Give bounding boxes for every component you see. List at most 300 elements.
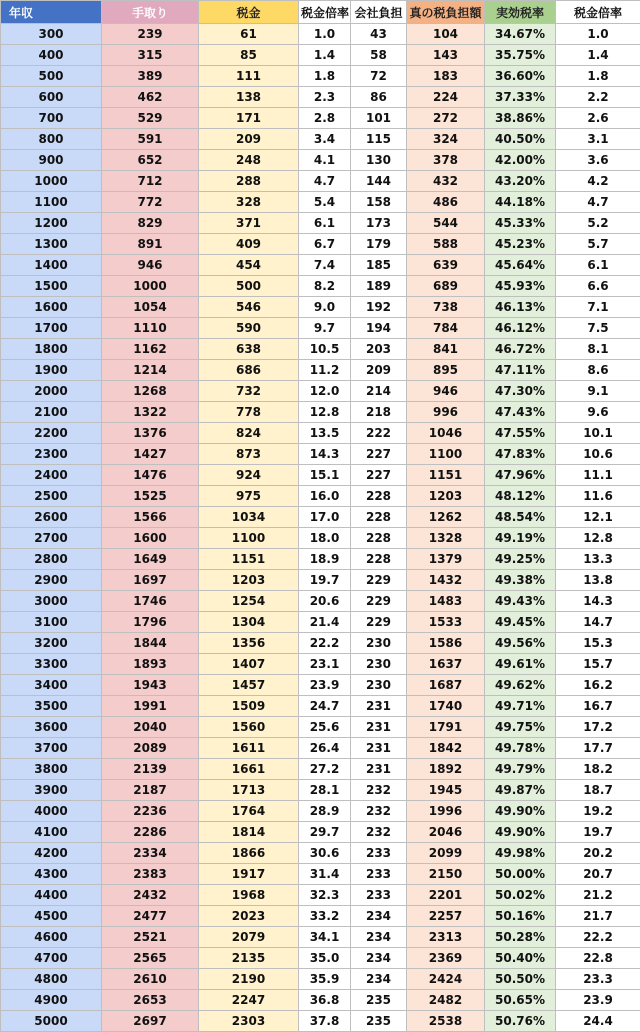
cell-tax-multiplier: 27.2: [299, 759, 351, 780]
cell-tax: 1968: [199, 885, 299, 906]
table-row: [1, 465, 640, 486]
cell-true-tax-burden: 841: [407, 339, 485, 360]
cell-company-burden: 234: [351, 948, 407, 969]
cell-tax: 924: [199, 465, 299, 486]
cell-tax-multiplier-2: 20.2: [556, 843, 640, 864]
cell-effective-tax-rate: 49.90%: [485, 801, 556, 822]
cell-annual-income: 1300: [1, 234, 102, 255]
cell-take-home: 2187: [102, 780, 199, 801]
cell-take-home: 2089: [102, 738, 199, 759]
cell-tax-multiplier-2: 11.6: [556, 486, 640, 507]
cell-company-burden: 232: [351, 801, 407, 822]
cell-annual-income: 2600: [1, 507, 102, 528]
cell-annual-income: 3400: [1, 675, 102, 696]
cell-company-burden: 209: [351, 360, 407, 381]
cell-tax-multiplier: 5.4: [299, 192, 351, 213]
cell-take-home: 1054: [102, 297, 199, 318]
cell-annual-income: 1200: [1, 213, 102, 234]
cell-tax-multiplier: 19.7: [299, 570, 351, 591]
cell-tax-multiplier-2: 17.2: [556, 717, 640, 738]
cell-tax-multiplier: 1.4: [299, 45, 351, 66]
cell-annual-income: 3700: [1, 738, 102, 759]
cell-tax-multiplier: 7.4: [299, 255, 351, 276]
table-row: [1, 45, 640, 66]
cell-true-tax-burden: 1892: [407, 759, 485, 780]
cell-tax-multiplier-2: 14.7: [556, 612, 640, 633]
cell-company-burden: 230: [351, 654, 407, 675]
cell-tax-multiplier: 2.3: [299, 87, 351, 108]
cell-tax-multiplier: 1.8: [299, 66, 351, 87]
cell-tax-multiplier: 12.8: [299, 402, 351, 423]
cell-annual-income: 2400: [1, 465, 102, 486]
cell-true-tax-burden: 1586: [407, 633, 485, 654]
cell-tax-multiplier: 25.6: [299, 717, 351, 738]
cell-tax: 2247: [199, 990, 299, 1011]
cell-company-burden: 144: [351, 171, 407, 192]
cell-tax-multiplier-2: 7.1: [556, 297, 640, 318]
table-row: [1, 990, 640, 1011]
cell-company-burden: 233: [351, 843, 407, 864]
cell-take-home: 1268: [102, 381, 199, 402]
cell-true-tax-burden: 1100: [407, 444, 485, 465]
cell-annual-income: 2700: [1, 528, 102, 549]
table-row: [1, 717, 640, 738]
cell-true-tax-burden: 1483: [407, 591, 485, 612]
cell-company-burden: 194: [351, 318, 407, 339]
cell-take-home: 1162: [102, 339, 199, 360]
cell-company-burden: 115: [351, 129, 407, 150]
cell-take-home: 1697: [102, 570, 199, 591]
table-row: [1, 696, 640, 717]
cell-true-tax-burden: 588: [407, 234, 485, 255]
cell-company-burden: 72: [351, 66, 407, 87]
table-row: [1, 402, 640, 423]
cell-company-burden: 86: [351, 87, 407, 108]
cell-annual-income: 1900: [1, 360, 102, 381]
cell-tax-multiplier-2: 9.6: [556, 402, 640, 423]
cell-effective-tax-rate: 49.79%: [485, 759, 556, 780]
cell-tax-multiplier-2: 22.2: [556, 927, 640, 948]
cell-tax-multiplier: 24.7: [299, 696, 351, 717]
cell-effective-tax-rate: 50.65%: [485, 990, 556, 1011]
cell-effective-tax-rate: 48.54%: [485, 507, 556, 528]
cell-tax-multiplier: 18.0: [299, 528, 351, 549]
cell-true-tax-burden: 1945: [407, 780, 485, 801]
cell-tax: 85: [199, 45, 299, 66]
table-row: [1, 507, 640, 528]
cell-take-home: 1427: [102, 444, 199, 465]
cell-tax-multiplier-2: 3.6: [556, 150, 640, 171]
cell-annual-income: 2100: [1, 402, 102, 423]
cell-true-tax-burden: 143: [407, 45, 485, 66]
cell-tax-multiplier: 32.3: [299, 885, 351, 906]
cell-company-burden: 228: [351, 549, 407, 570]
cell-take-home: 462: [102, 87, 199, 108]
cell-effective-tax-rate: 40.50%: [485, 129, 556, 150]
cell-effective-tax-rate: 49.71%: [485, 696, 556, 717]
cell-take-home: 1566: [102, 507, 199, 528]
table-body: [1, 24, 640, 1032]
cell-tax-multiplier-2: 16.2: [556, 675, 640, 696]
cell-company-burden: 203: [351, 339, 407, 360]
cell-tax-multiplier-2: 18.2: [556, 759, 640, 780]
cell-tax-multiplier: 16.0: [299, 486, 351, 507]
cell-effective-tax-rate: 49.43%: [485, 591, 556, 612]
cell-annual-income: 3000: [1, 591, 102, 612]
cell-take-home: 2040: [102, 717, 199, 738]
cell-tax-multiplier: 29.7: [299, 822, 351, 843]
cell-tax: 500: [199, 276, 299, 297]
cell-tax: 61: [199, 24, 299, 45]
cell-tax: 409: [199, 234, 299, 255]
cell-tax: 1713: [199, 780, 299, 801]
cell-true-tax-burden: 2424: [407, 969, 485, 990]
cell-company-burden: 232: [351, 780, 407, 801]
cell-tax: 1151: [199, 549, 299, 570]
cell-tax: 1866: [199, 843, 299, 864]
cell-annual-income: 600: [1, 87, 102, 108]
table-row: [1, 108, 640, 129]
cell-effective-tax-rate: 48.12%: [485, 486, 556, 507]
table-row: [1, 843, 640, 864]
cell-annual-income: 3900: [1, 780, 102, 801]
cell-tax: 1560: [199, 717, 299, 738]
header-tax-multiplier-2: 税金倍率: [556, 1, 640, 24]
cell-tax-multiplier: 23.9: [299, 675, 351, 696]
cell-company-burden: 231: [351, 738, 407, 759]
cell-annual-income: 4100: [1, 822, 102, 843]
cell-true-tax-burden: 486: [407, 192, 485, 213]
table-row: [1, 234, 640, 255]
cell-tax-multiplier-2: 3.1: [556, 129, 640, 150]
cell-tax-multiplier-2: 4.2: [556, 171, 640, 192]
cell-effective-tax-rate: 49.56%: [485, 633, 556, 654]
cell-annual-income: 3500: [1, 696, 102, 717]
table-row: [1, 213, 640, 234]
cell-tax-multiplier-2: 11.1: [556, 465, 640, 486]
cell-annual-income: 700: [1, 108, 102, 129]
cell-company-burden: 158: [351, 192, 407, 213]
cell-annual-income: 4900: [1, 990, 102, 1011]
cell-true-tax-burden: 378: [407, 150, 485, 171]
cell-tax: 873: [199, 444, 299, 465]
cell-tax-multiplier: 3.4: [299, 129, 351, 150]
cell-company-burden: 222: [351, 423, 407, 444]
table-row: [1, 255, 640, 276]
cell-company-burden: 214: [351, 381, 407, 402]
table-row: [1, 801, 640, 822]
cell-tax: 1356: [199, 633, 299, 654]
cell-company-burden: 229: [351, 591, 407, 612]
cell-company-burden: 192: [351, 297, 407, 318]
header-effective-tax-rate: 実効税率: [485, 1, 556, 24]
cell-tax-multiplier-2: 16.7: [556, 696, 640, 717]
table-row: [1, 906, 640, 927]
cell-tax-multiplier: 26.4: [299, 738, 351, 759]
cell-take-home: 2477: [102, 906, 199, 927]
cell-take-home: 2653: [102, 990, 199, 1011]
cell-take-home: 1476: [102, 465, 199, 486]
cell-tax-multiplier-2: 15.7: [556, 654, 640, 675]
cell-true-tax-burden: 784: [407, 318, 485, 339]
header-company-burden: 会社負担: [351, 1, 407, 24]
cell-true-tax-burden: 2099: [407, 843, 485, 864]
cell-company-burden: 235: [351, 1011, 407, 1032]
cell-effective-tax-rate: 46.12%: [485, 318, 556, 339]
cell-tax-multiplier: 6.1: [299, 213, 351, 234]
cell-tax: 975: [199, 486, 299, 507]
cell-effective-tax-rate: 49.19%: [485, 528, 556, 549]
cell-tax-multiplier: 33.2: [299, 906, 351, 927]
cell-annual-income: 1500: [1, 276, 102, 297]
cell-tax-multiplier-2: 14.3: [556, 591, 640, 612]
cell-tax: 2190: [199, 969, 299, 990]
cell-tax-multiplier-2: 2.2: [556, 87, 640, 108]
cell-tax: 1661: [199, 759, 299, 780]
cell-effective-tax-rate: 50.40%: [485, 948, 556, 969]
cell-tax-multiplier: 9.0: [299, 297, 351, 318]
cell-tax: 209: [199, 129, 299, 150]
cell-take-home: 1746: [102, 591, 199, 612]
cell-effective-tax-rate: 46.13%: [485, 297, 556, 318]
cell-company-burden: 235: [351, 990, 407, 1011]
cell-tax-multiplier: 18.9: [299, 549, 351, 570]
cell-take-home: 1322: [102, 402, 199, 423]
cell-tax: 546: [199, 297, 299, 318]
cell-tax-multiplier-2: 24.4: [556, 1011, 640, 1032]
cell-tax-multiplier-2: 19.2: [556, 801, 640, 822]
header-tax: 税金: [199, 1, 299, 24]
cell-tax-multiplier: 35.0: [299, 948, 351, 969]
cell-take-home: 2383: [102, 864, 199, 885]
cell-company-burden: 231: [351, 759, 407, 780]
cell-true-tax-burden: 1379: [407, 549, 485, 570]
cell-tax-multiplier-2: 5.7: [556, 234, 640, 255]
cell-take-home: 1844: [102, 633, 199, 654]
cell-true-tax-burden: 1637: [407, 654, 485, 675]
cell-true-tax-burden: 1842: [407, 738, 485, 759]
cell-company-burden: 228: [351, 528, 407, 549]
cell-effective-tax-rate: 37.33%: [485, 87, 556, 108]
cell-annual-income: 1100: [1, 192, 102, 213]
cell-true-tax-burden: 432: [407, 171, 485, 192]
cell-tax-multiplier-2: 10.1: [556, 423, 640, 444]
table-row: [1, 780, 640, 801]
cell-effective-tax-rate: 49.38%: [485, 570, 556, 591]
cell-tax: 2135: [199, 948, 299, 969]
cell-take-home: 2236: [102, 801, 199, 822]
cell-take-home: 1376: [102, 423, 199, 444]
cell-tax: 111: [199, 66, 299, 87]
cell-annual-income: 1800: [1, 339, 102, 360]
cell-tax-multiplier-2: 7.5: [556, 318, 640, 339]
cell-take-home: 1214: [102, 360, 199, 381]
cell-true-tax-burden: 1533: [407, 612, 485, 633]
cell-tax-multiplier-2: 8.6: [556, 360, 640, 381]
cell-tax-multiplier-2: 17.7: [556, 738, 640, 759]
cell-true-tax-burden: 738: [407, 297, 485, 318]
table-row: [1, 822, 640, 843]
cell-true-tax-burden: 272: [407, 108, 485, 129]
cell-take-home: 712: [102, 171, 199, 192]
cell-effective-tax-rate: 49.62%: [485, 675, 556, 696]
cell-tax: 1917: [199, 864, 299, 885]
cell-tax-multiplier: 28.9: [299, 801, 351, 822]
cell-true-tax-burden: 689: [407, 276, 485, 297]
cell-tax-multiplier-2: 23.3: [556, 969, 640, 990]
cell-company-burden: 173: [351, 213, 407, 234]
cell-company-burden: 185: [351, 255, 407, 276]
cell-take-home: 239: [102, 24, 199, 45]
cell-take-home: 891: [102, 234, 199, 255]
cell-tax: 1203: [199, 570, 299, 591]
cell-tax-multiplier: 17.0: [299, 507, 351, 528]
cell-take-home: 529: [102, 108, 199, 129]
cell-tax: 638: [199, 339, 299, 360]
cell-take-home: 2334: [102, 843, 199, 864]
cell-tax-multiplier-2: 10.6: [556, 444, 640, 465]
cell-tax-multiplier: 9.7: [299, 318, 351, 339]
cell-tax-multiplier: 35.9: [299, 969, 351, 990]
cell-annual-income: 500: [1, 66, 102, 87]
cell-company-burden: 229: [351, 612, 407, 633]
cell-company-burden: 230: [351, 633, 407, 654]
cell-tax: 328: [199, 192, 299, 213]
table-row: [1, 192, 640, 213]
cell-annual-income: 3600: [1, 717, 102, 738]
cell-true-tax-burden: 1262: [407, 507, 485, 528]
cell-true-tax-burden: 996: [407, 402, 485, 423]
table-row: [1, 129, 640, 150]
cell-take-home: 772: [102, 192, 199, 213]
cell-tax-multiplier: 30.6: [299, 843, 351, 864]
cell-true-tax-burden: 1328: [407, 528, 485, 549]
cell-tax-multiplier-2: 15.3: [556, 633, 640, 654]
cell-tax-multiplier-2: 20.7: [556, 864, 640, 885]
cell-company-burden: 231: [351, 696, 407, 717]
cell-tax-multiplier: 21.4: [299, 612, 351, 633]
cell-tax-multiplier: 12.0: [299, 381, 351, 402]
cell-true-tax-burden: 1203: [407, 486, 485, 507]
table-row: [1, 150, 640, 171]
cell-take-home: 2565: [102, 948, 199, 969]
cell-tax-multiplier: 20.6: [299, 591, 351, 612]
table-row: [1, 738, 640, 759]
cell-annual-income: 4500: [1, 906, 102, 927]
cell-annual-income: 3100: [1, 612, 102, 633]
cell-true-tax-burden: 2482: [407, 990, 485, 1011]
cell-true-tax-burden: 104: [407, 24, 485, 45]
cell-tax-multiplier-2: 21.7: [556, 906, 640, 927]
cell-company-burden: 229: [351, 570, 407, 591]
cell-take-home: 2432: [102, 885, 199, 906]
cell-tax: 1457: [199, 675, 299, 696]
cell-annual-income: 3800: [1, 759, 102, 780]
cell-effective-tax-rate: 50.28%: [485, 927, 556, 948]
cell-true-tax-burden: 2201: [407, 885, 485, 906]
cell-tax: 1304: [199, 612, 299, 633]
table-row: [1, 24, 640, 45]
cell-tax: 454: [199, 255, 299, 276]
cell-company-burden: 234: [351, 927, 407, 948]
cell-tax: 1764: [199, 801, 299, 822]
cell-tax-multiplier: 8.2: [299, 276, 351, 297]
cell-effective-tax-rate: 42.00%: [485, 150, 556, 171]
cell-tax-multiplier-2: 6.6: [556, 276, 640, 297]
table-row: [1, 381, 640, 402]
cell-effective-tax-rate: 50.02%: [485, 885, 556, 906]
cell-take-home: 1649: [102, 549, 199, 570]
cell-take-home: 1991: [102, 696, 199, 717]
cell-effective-tax-rate: 47.96%: [485, 465, 556, 486]
cell-tax-multiplier-2: 4.7: [556, 192, 640, 213]
cell-tax-multiplier: 22.2: [299, 633, 351, 654]
cell-tax-multiplier-2: 23.9: [556, 990, 640, 1011]
cell-tax: 1034: [199, 507, 299, 528]
cell-effective-tax-rate: 45.93%: [485, 276, 556, 297]
cell-annual-income: 2000: [1, 381, 102, 402]
cell-take-home: 591: [102, 129, 199, 150]
cell-company-burden: 233: [351, 885, 407, 906]
cell-tax-multiplier: 13.5: [299, 423, 351, 444]
cell-annual-income: 3200: [1, 633, 102, 654]
cell-tax: 824: [199, 423, 299, 444]
cell-take-home: 315: [102, 45, 199, 66]
cell-effective-tax-rate: 47.43%: [485, 402, 556, 423]
cell-tax-multiplier-2: 19.7: [556, 822, 640, 843]
cell-take-home: 829: [102, 213, 199, 234]
cell-tax-multiplier-2: 1.0: [556, 24, 640, 45]
cell-annual-income: 800: [1, 129, 102, 150]
cell-tax-multiplier: 6.7: [299, 234, 351, 255]
cell-effective-tax-rate: 50.50%: [485, 969, 556, 990]
cell-take-home: 389: [102, 66, 199, 87]
cell-true-tax-burden: 2538: [407, 1011, 485, 1032]
table-row: [1, 276, 640, 297]
cell-tax-multiplier-2: 22.8: [556, 948, 640, 969]
cell-tax-multiplier-2: 8.1: [556, 339, 640, 360]
cell-effective-tax-rate: 50.00%: [485, 864, 556, 885]
cell-annual-income: 2300: [1, 444, 102, 465]
cell-tax-multiplier-2: 2.6: [556, 108, 640, 129]
cell-tax: 138: [199, 87, 299, 108]
cell-take-home: 1110: [102, 318, 199, 339]
cell-take-home: 946: [102, 255, 199, 276]
cell-company-burden: 179: [351, 234, 407, 255]
cell-annual-income: 900: [1, 150, 102, 171]
cell-annual-income: 3300: [1, 654, 102, 675]
cell-tax-multiplier-2: 5.2: [556, 213, 640, 234]
table-row: [1, 549, 640, 570]
cell-company-burden: 130: [351, 150, 407, 171]
table-row: [1, 318, 640, 339]
cell-annual-income: 1600: [1, 297, 102, 318]
cell-effective-tax-rate: 47.83%: [485, 444, 556, 465]
table-row: [1, 486, 640, 507]
cell-annual-income: 4400: [1, 885, 102, 906]
header-tax-multiplier: 税金倍率: [299, 1, 351, 24]
cell-tax-multiplier: 37.8: [299, 1011, 351, 1032]
cell-effective-tax-rate: 49.45%: [485, 612, 556, 633]
cell-tax-multiplier-2: 13.3: [556, 549, 640, 570]
cell-company-burden: 227: [351, 444, 407, 465]
cell-tax-multiplier: 31.4: [299, 864, 351, 885]
cell-company-burden: 234: [351, 969, 407, 990]
table-row: [1, 675, 640, 696]
cell-effective-tax-rate: 36.60%: [485, 66, 556, 87]
cell-effective-tax-rate: 45.64%: [485, 255, 556, 276]
cell-annual-income: 4300: [1, 864, 102, 885]
